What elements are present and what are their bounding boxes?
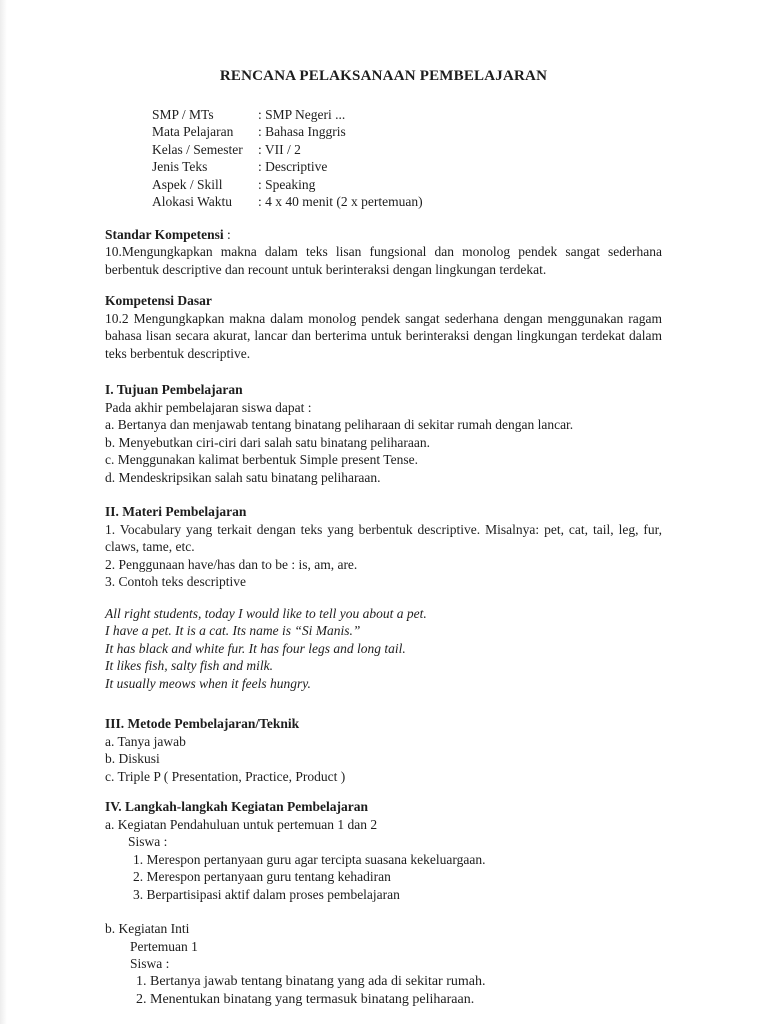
meta-value: : Bahasa Inggris (258, 124, 346, 139)
list-item: a. Bertanya dan menjawab tentang binatang peliharaan di sekitar rumah dengan lancar. (105, 417, 574, 432)
document-title: RENCANA PELAKSANAAN PEMBELAJARAN (219, 68, 548, 84)
example-line: All right students, today I would like to tell you about a pet. (105, 605, 427, 621)
section-heading: III. Metode Pembelajaran/Teknik (105, 716, 300, 731)
part-subtitle: Siswa : (128, 834, 168, 849)
example-line: It likes fish, salty fish and milk. (105, 658, 273, 673)
meta-value: : Speaking (258, 176, 316, 192)
meta-row-kelas-semester (152, 141, 662, 159)
kegiatan-inti (105, 920, 662, 1010)
section-body: 10.2 Mengungkapkan makna dalam monolog pendek sangat sederhana dengan menggunakan ragam bahasa lisan secara akurat, lancar dan berterima untuk berinteraksi dengan lingkungan terdekat dalam teks berbentuk descriptive. (105, 310, 662, 361)
section-langkah-kegiatan (105, 798, 662, 1010)
meta-label: Kelas / Semester (152, 141, 243, 157)
meta-label: SMP / MTs (152, 106, 214, 122)
section-kompetensi-dasar (105, 292, 662, 362)
part-title: b. Kegiatan Inti (105, 921, 190, 936)
list-item: 2. Merespon pertanyaan guru tentang kehadiran (133, 869, 391, 884)
list-item: c. Triple P ( Presentation, Practice, Product ) (105, 768, 346, 784)
list-item: 3. Contoh teks descriptive (105, 574, 246, 589)
header-info (152, 106, 662, 211)
meta-label: Aspek / Skill (152, 176, 223, 192)
meta-label: Mata Pelajaran (152, 124, 234, 139)
meta-value: : 4 x 40 menit (2 x pertemuan) (258, 194, 423, 209)
list-item: 1. Bertanya jawab tentang binatang yang ada di sekitar rumah. (136, 973, 486, 989)
list-item: 1. Merespon pertanyaan guru agar tercipta suasana kekeluargaan. (133, 851, 486, 867)
part-title: a. Kegiatan Pendahuluan untuk pertemuan 1 dan 2 (105, 816, 378, 832)
meta-label: Alokasi Waktu (152, 194, 233, 209)
part-subtitle: Pertemuan 1 (130, 938, 198, 954)
list-item: 2. Menentukan binatang yang termasuk binatang peliharaan. (136, 992, 475, 1007)
meta-row-alokasi-waktu (152, 193, 662, 211)
meta-row-smp (152, 106, 662, 124)
meta-label: Jenis Teks (152, 159, 208, 174)
section-intro: Pada akhir pembelajaran siswa dapat : (105, 399, 312, 415)
meta-value: : Descriptive (258, 159, 328, 174)
section-materi-pembelajaran (105, 503, 662, 591)
meta-value: : SMP Negeri ... (258, 106, 346, 122)
scan-edge-shadow (0, 0, 7, 1024)
document-page (105, 68, 662, 1010)
section-metode-pembelajaran (105, 715, 662, 785)
section-standar-kompetensi (105, 226, 662, 279)
meta-value: : VII / 2 (258, 141, 301, 157)
meta-row-aspek-skill (152, 176, 662, 194)
list-item: 2. Penggunaan have/has dan to be : is, am, are. (105, 556, 358, 572)
heading-text: Standar Kompetensi (105, 226, 224, 242)
section-heading (105, 226, 662, 244)
section-heading: I. Tujuan Pembelajaran (105, 382, 243, 397)
list-item: 1. Vocabulary yang terkait dengan teks yang berbentuk descriptive. Misalnya: pet, cat, tail, leg, fur, claws, tame, etc. (105, 521, 662, 554)
meta-row-mata-pelajaran (152, 123, 662, 141)
section-heading: II. Materi Pembelajaran (105, 504, 247, 519)
section-heading: Kompetensi Dasar (105, 293, 212, 308)
example-line: It has black and white fur. It has four legs and long tail. (105, 640, 406, 656)
heading-colon: : (223, 226, 231, 242)
meta-row-jenis-teks (152, 158, 662, 176)
list-item: c. Menggunakan kalimat berbentuk Simple present Tense. (105, 452, 418, 467)
section-tujuan-pembelajaran (105, 381, 662, 486)
list-item: b. Diskusi (105, 751, 160, 766)
list-item: d. Mendeskripsikan salah satu binatang peliharaan. (105, 469, 381, 485)
section-heading: IV. Langkah-langkah Kegiatan Pembelajaran (105, 799, 369, 814)
list-item: b. Menyebutkan ciri-ciri dari salah satu binatang peliharaan. (105, 434, 431, 450)
example-line: It usually meows when it feels hungry. (105, 675, 311, 691)
descriptive-text-example (105, 605, 662, 693)
example-line: I have a pet. It is a cat. Its name is “Si Manis.” (105, 623, 361, 638)
part-subtitle: Siswa : (130, 956, 170, 971)
list-item: 3. Berpartisipasi aktif dalam proses pembelajaran (133, 886, 400, 902)
section-body: 10.Mengungkapkan makna dalam teks lisan fungsional dan monolog pendek sangat sederhana berbentuk descriptive dan recount untuk berinteraksi dengan lingkungan terdekat. (105, 244, 662, 277)
kegiatan-pendahuluan (105, 816, 662, 904)
list-item: a. Tanya jawab (105, 733, 186, 749)
